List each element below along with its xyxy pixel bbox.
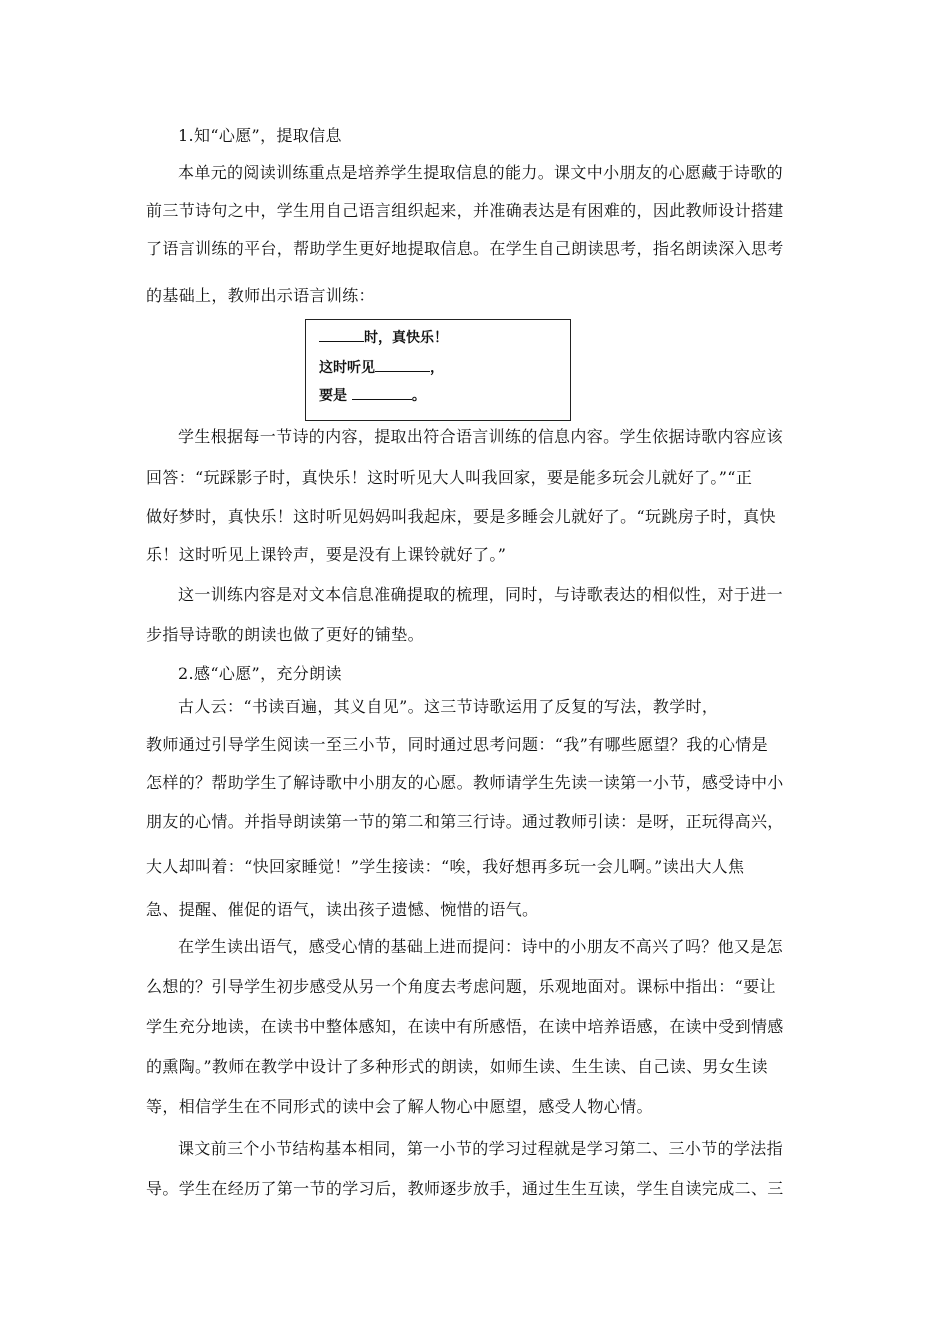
paragraph-line: 前三节诗句之中，学生用自己语言组织起来，并准确表达是有困难的，因此教师设计搭建 [146,201,784,220]
paragraph-line: 本单元的阅读训练重点是培养学生提取信息的能力。课文中小朋友的心愿藏于诗歌的 [178,163,783,182]
blank-underline [319,328,364,342]
exercise-line-2: 这时听见 ， [319,360,444,376]
blank-underline [352,386,412,400]
paragraph-line: 在学生读出语气，感受心情的基础上进而提问：诗中的小朋友不高兴了吗？他又是怎 [178,937,783,956]
paragraph-line: 做好梦时，真快乐！这时听见妈妈叫我起床，要是多睡会儿就好了。“玩跳房子时，真快 [146,507,776,526]
paragraph-line: 么想的？引导学生初步感受从另一个角度去考虑问题，乐观地面对。课标中指出：“要让 [146,977,776,996]
paragraph-line: 学生充分地读，在读书中整体感知，在读中有所感悟，在读中培养语感，在读中受到情感 [146,1017,784,1036]
paragraph-line: 学生根据每一节诗的内容，提取出符合语言训练的信息内容。学生依据诗歌内容应该 [178,427,783,446]
paragraph-line: 等，相信学生在不同形式的读中会了解人物心中愿望，感受人物心情。 [146,1097,653,1116]
paragraph-line: 急、提醒、催促的语气，读出孩子遗憾、惋惜的语气。 [146,900,539,919]
exercise-line-1: 时，真快乐！ [319,328,448,347]
paragraph-line: 步指导诗歌的朗读也做了更好的铺垫。 [146,625,424,644]
paragraph-line: 朋友的心情。并指导朗读第一节的第二和第三行诗。通过教师引读：是呀，正玩得高兴， [146,812,784,831]
paragraph-line: 回答：“玩踩影子时，真快乐！这时听见大人叫我回家，要是能多玩会儿就好了。”“正 [146,468,753,487]
paragraph-line: 怎样的？帮助学生了解诗歌中小朋友的心愿。教师请学生先读一读第一小节，感受诗中小 [146,773,784,792]
section-heading: 1.知“心愿”，提取信息 [178,126,342,145]
paragraph-line: 课文前三个小节结构基本相同，第一小节的学习过程就是学习第二、三小节的学法指 [178,1139,783,1158]
language-exercise-box [305,319,571,421]
paragraph-line: 古人云：“书读百遍，其义自见”。这三节诗歌运用了反复的写法，教学时， [178,697,719,716]
paragraph-line: 的熏陶。”教师在教学中设计了多种形式的朗读，如师生读、生生读、自己读、男女生读 [146,1057,768,1076]
exercise-line-3: 要是 。 [319,388,426,404]
paragraph-line: 的基础上，教师出示语言训练： [146,286,375,305]
paragraph-line: 这一训练内容是对文本信息准确提取的梳理，同时，与诗歌表达的相似性，对于进一 [178,585,783,604]
paragraph-line: 乐！这时听见上课铃声，要是没有上课铃就好了。” [146,545,507,564]
blank-underline [375,358,430,372]
paragraph-line: 教师通过引导学生阅读一至三小节，同时通过思考问题：“我”有哪些愿望？我的心情是 [146,735,769,754]
section-heading: 2.感“心愿”，充分朗读 [178,664,342,683]
paragraph-line: 大人却叫着：“快回家睡觉！”学生接读：“唉，我好想再多玩一会儿啊。”读出大人焦 [146,857,745,876]
paragraph-line: 导。学生在经历了第一节的学习后，教师逐步放手，通过生生互读，学生自读完成二、三 [146,1179,784,1198]
paragraph-line: 了语言训练的平台，帮助学生更好地提取信息。在学生自己朗读思考，指名朗读深入思考 [146,239,784,258]
